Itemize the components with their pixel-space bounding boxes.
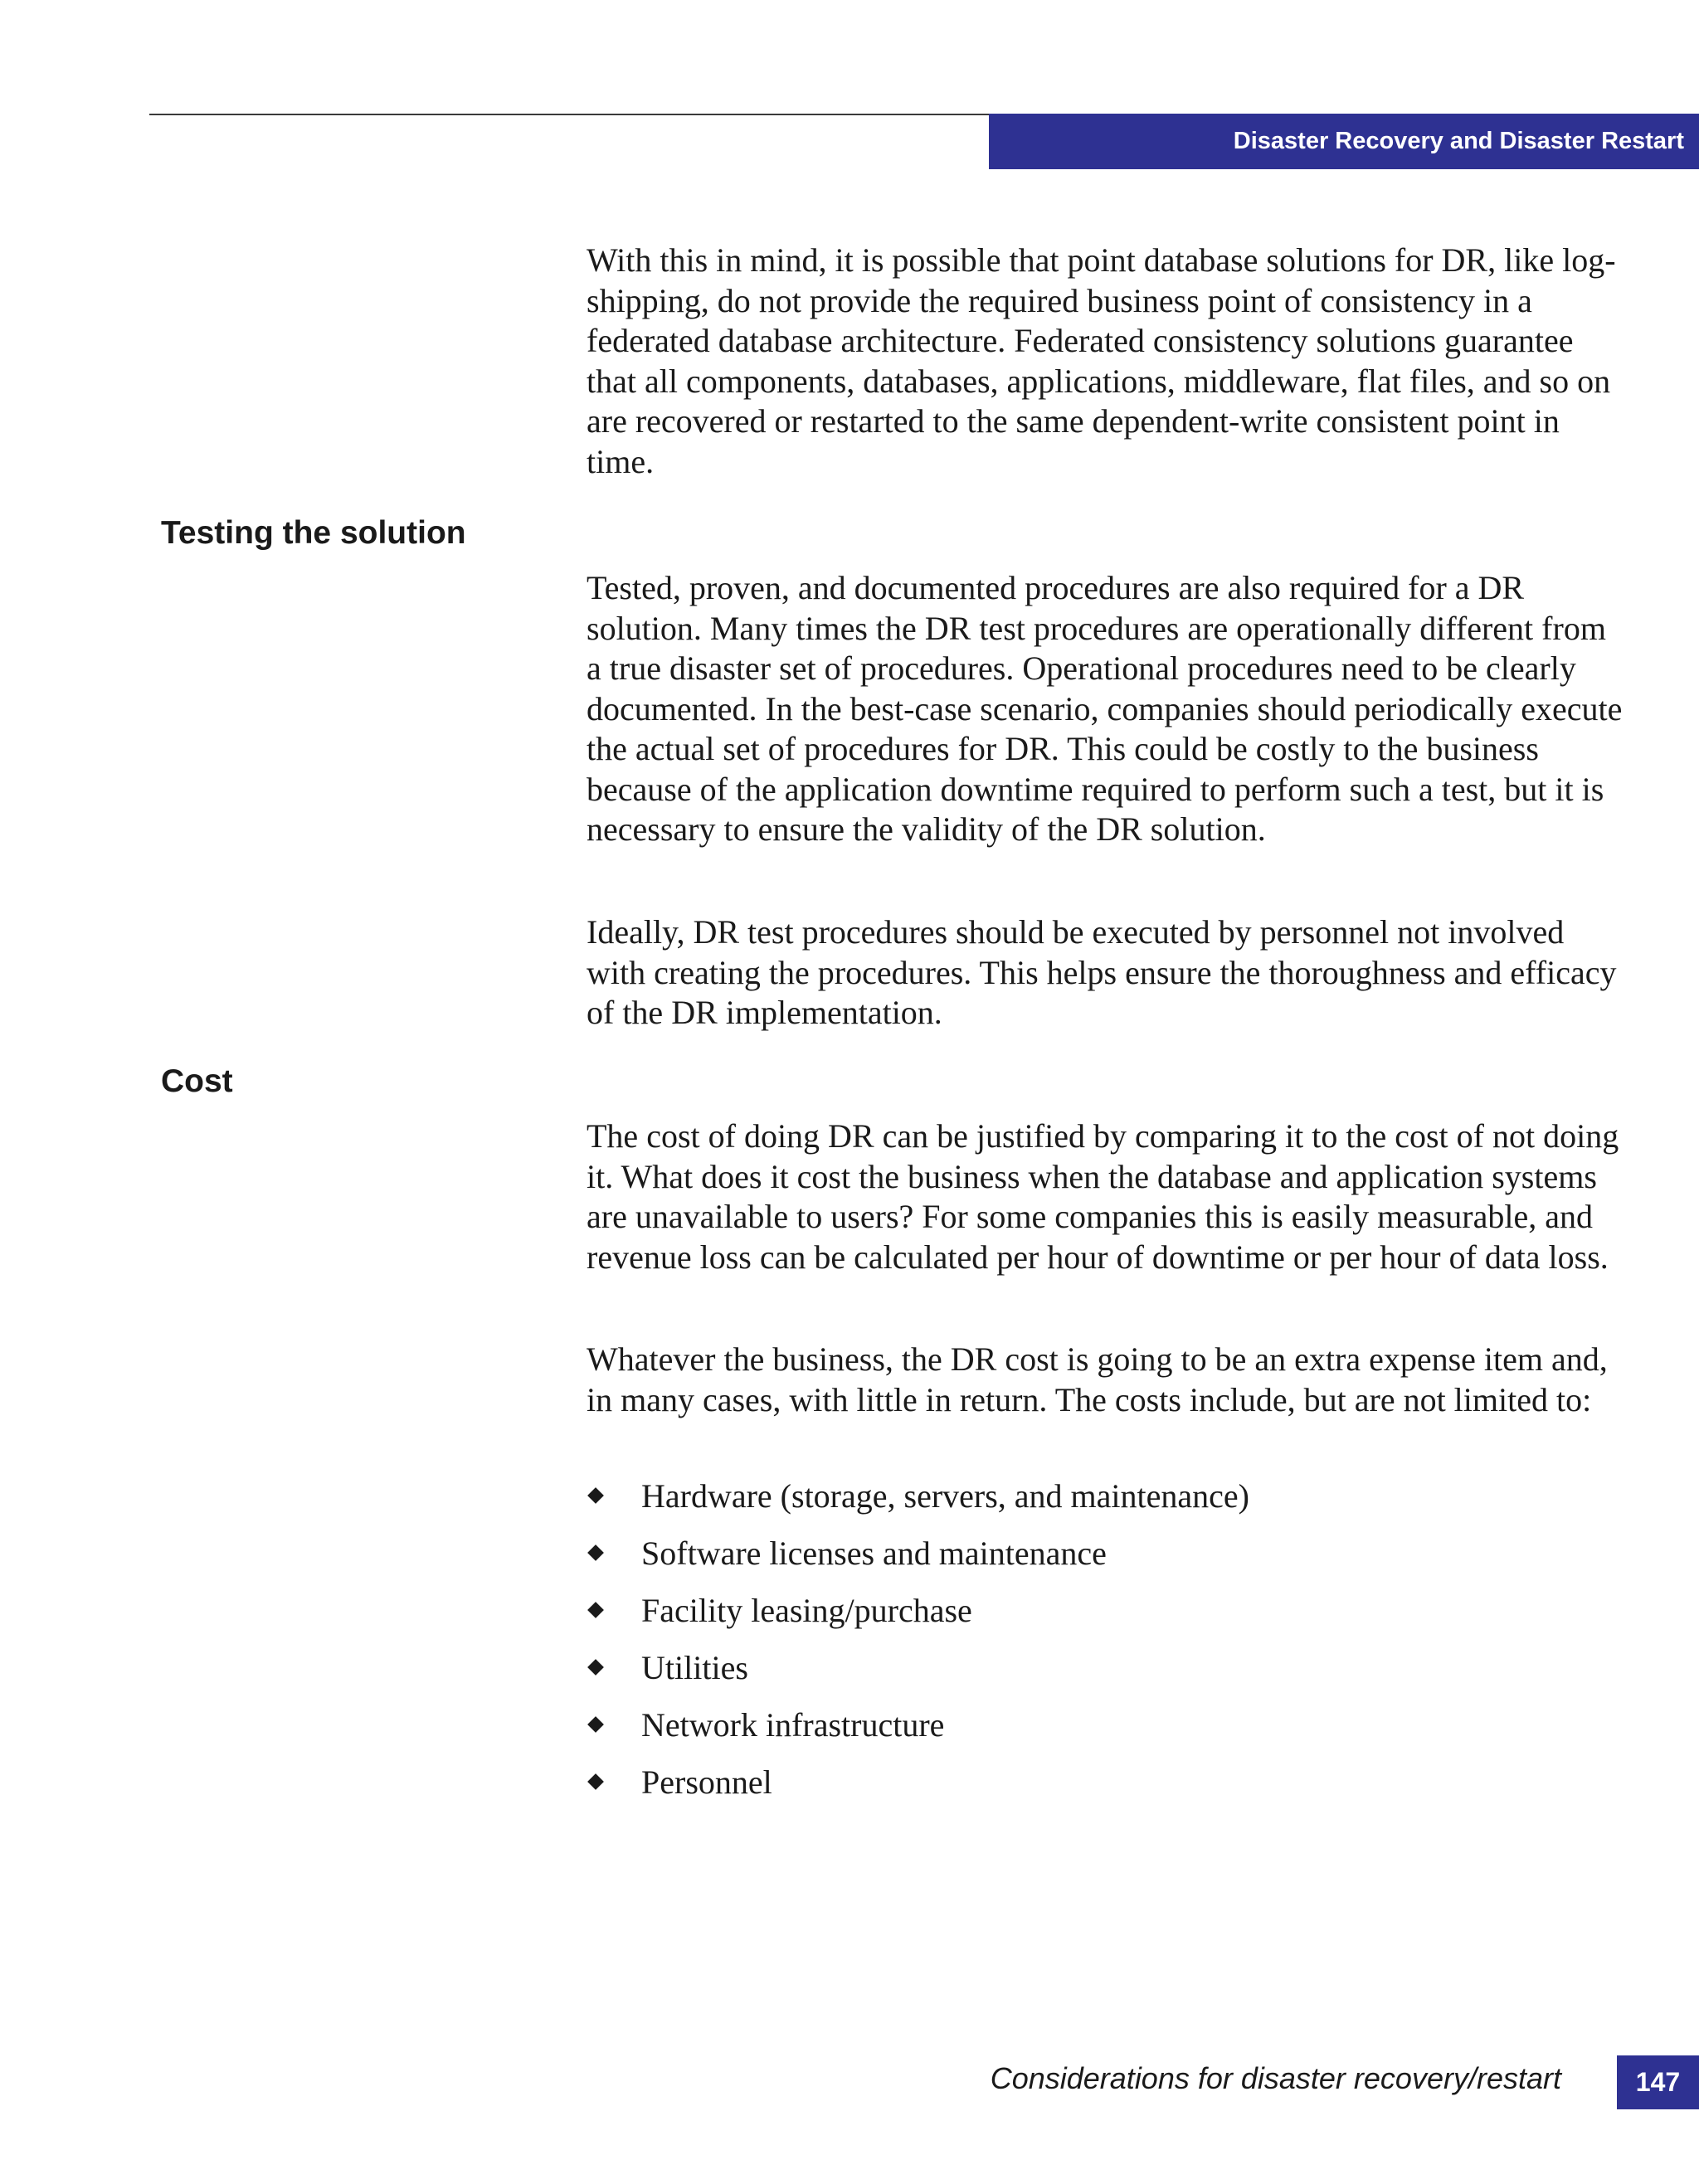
section-heading-testing: Testing the solution xyxy=(161,515,466,551)
section-heading-cost: Cost xyxy=(161,1063,233,1099)
list-item-text: Hardware (storage, servers, and maintenance) xyxy=(641,1477,1249,1515)
diamond-bullet-icon xyxy=(587,1544,604,1561)
testing-paragraph-2: Ideally, DR test procedures should be executed by personnel not involved with creating the procedures. This helps ensure the thoroughness and efficacy of the DR implementation. xyxy=(587,913,1617,1031)
list-item xyxy=(587,1648,1624,1705)
list-item-text: Personnel xyxy=(641,1763,772,1801)
page-number-text: 147 xyxy=(1635,2067,1681,2097)
diamond-bullet-icon xyxy=(587,1716,604,1733)
list-item-text: Software licenses and maintenance xyxy=(641,1535,1107,1572)
cost-items-list xyxy=(587,1476,1624,1820)
page-number xyxy=(1617,2055,1699,2109)
list-item xyxy=(587,1591,1624,1648)
diamond-bullet-icon xyxy=(587,1659,604,1676)
testing-paragraph-1: Tested, proven, and documented procedures are also required for a DR solution. Many times the DR test procedures are operationally different from a true disaster set of procedures. Operational procedures need to be clearly documented. In the best-case scenario, companies should periodically execute the actual set of procedures for DR. This could be costly to the business because of the application downtime required to perform such a test, but it is necessary to ensure the validity of the DR solution. xyxy=(587,569,1623,848)
cost-paragraph-1: The cost of doing DR can be justified by comparing it to the cost of not doing it. What does it cost the business when the database and application systems are unavailable to users? For some companies this is easily measurable, and revenue loss can be calculated per hour of downtime or per hour of data loss. xyxy=(587,1117,1619,1276)
diamond-bullet-icon xyxy=(587,1487,604,1504)
list-item-text: Facility leasing/purchase xyxy=(641,1592,972,1629)
diamond-bullet-icon xyxy=(587,1602,604,1618)
list-item-text: Network infrastructure xyxy=(641,1706,945,1744)
running-header xyxy=(989,114,1699,169)
list-item xyxy=(587,1705,1624,1763)
diamond-bullet-icon xyxy=(587,1773,604,1790)
list-item xyxy=(587,1763,1624,1820)
list-item xyxy=(587,1476,1624,1534)
running-header-title: Disaster Recovery and Disaster Restart xyxy=(1233,128,1684,154)
list-item-text: Utilities xyxy=(641,1649,748,1686)
header-rule xyxy=(149,114,990,115)
footer-title: Considerations for disaster recovery/restart xyxy=(990,2061,1561,2095)
intro-paragraph: With this in mind, it is possible that point database solutions for DR, like log-shipping, do not provide the required business point of consistency in a federated database architecture. Federated consistency solutions guarantee that all components, databases, applications, middleware, flat files, and so on are recovered or restarted to the same dependent-write consistent point in time. xyxy=(587,241,1616,480)
list-item xyxy=(587,1534,1624,1591)
cost-paragraph-2: Whatever the business, the DR cost is going to be an extra expense item and, in many cases, with little in return. The costs include, but are not limited to: xyxy=(587,1340,1608,1418)
